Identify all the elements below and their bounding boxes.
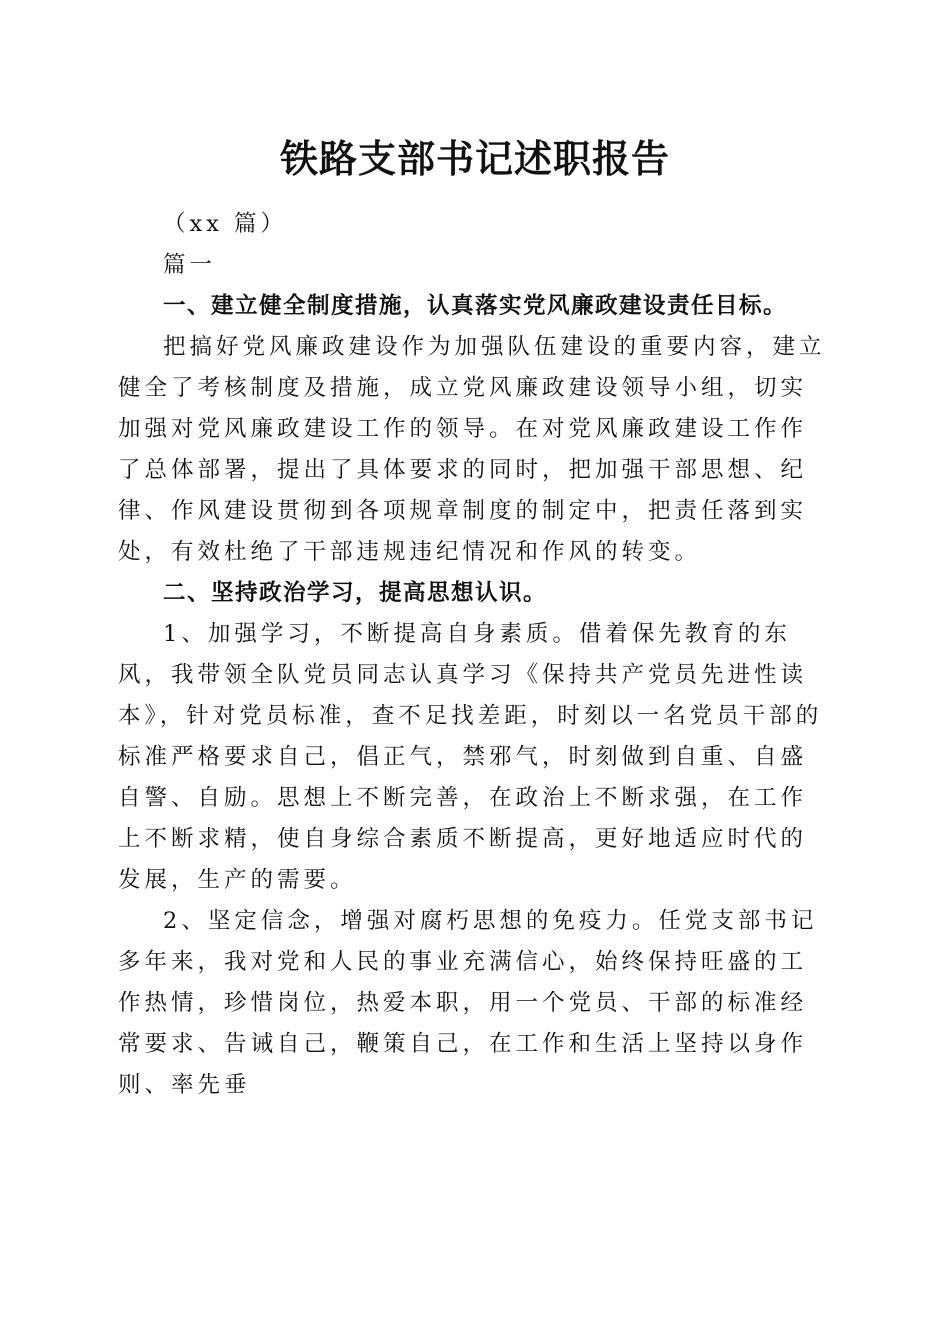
- document-body: [118, 204, 826, 1106]
- section-heading-2: 二、坚持政治学习，提高思想认识。: [163, 580, 548, 606]
- paragraph-3: 2、坚定信念，增强对腐朽思想的免疫力。任党支部书记多年来，我对党和人民的事业充满信心，始终保持旺盛的工作热情，珍惜岗位，热爱本职，用一个党员、干部的标准经常要求、告诫自己，鞭策自己，在工作和生活上坚持以身作则、率先垂: [118, 908, 818, 1098]
- paragraph-1: 把搞好党风廉政建设作为加强队伍建设的重要内容，建立健全了考核制度及措施，成立党风廉政建设领导小组，切实加强对党风廉政建设工作的领导。在对党风廉政建设工作作了总体部署，提出了具体要求的同时，把加强干部思想、纪律、作风建设贯彻到各项规章制度的制定中，把责任落到实处，有效杜绝了干部违规违纪情况和作风的转变。: [118, 334, 826, 565]
- document-subtitle: （xx 篇）: [163, 211, 288, 237]
- section-heading-1: 一、建立健全制度措施，认真落实党风廉政建设责任目标。: [163, 293, 788, 319]
- paragraph-2: 1、加强学习，不断提高自身素质。借着保先教育的东风，我带领全队党员同志认真学习《保持共产党员先进性读本》，针对党员标准，查不足找差距，时刻以一名党员干部的标准严格要求自己，倡正气，禁邪气，时刻做到自重、自盛自警、自励。思想上不断完善，在政治上不断求强，在工作上不断求精，使自身综合素质不断提高，更好地适应时代的发展，生产的需要。: [118, 621, 823, 893]
- document-title: 铁路支部书记述职报告: [279, 136, 670, 181]
- part-label: 篇一: [163, 252, 217, 278]
